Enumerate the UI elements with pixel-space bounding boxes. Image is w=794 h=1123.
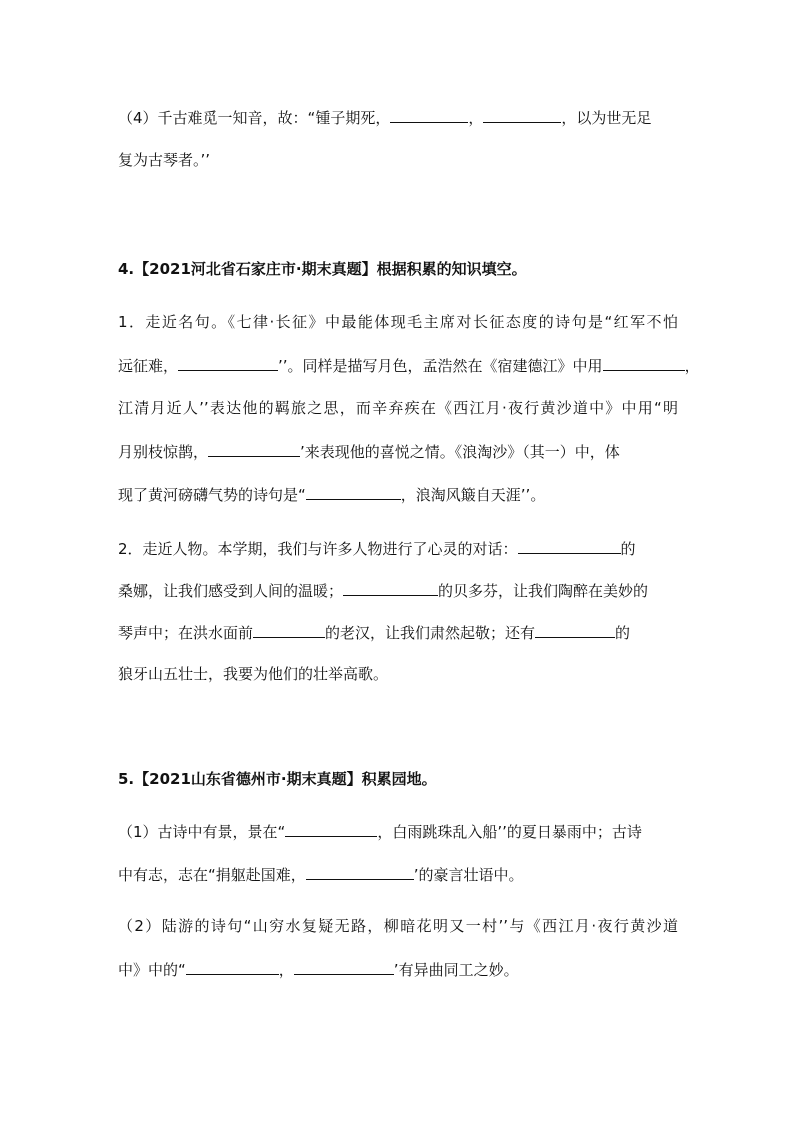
q4-p1-text: 月别枝惊鹊，: [118, 443, 209, 461]
blank: [253, 622, 325, 638]
q3-part4-text-c: ，以为世无足: [561, 109, 652, 127]
blank: [390, 107, 468, 123]
q4-p1-text: ，浪淘风簸自天涯’’。: [400, 486, 546, 504]
q4-p2-line2: [118, 580, 678, 601]
q4-p1-text: ’来表现他的喜悦之情。《浪淘沙》（其一）中，体: [300, 443, 620, 461]
q5-part1-text: ，白雨跳珠乱入船’’的夏日暴雨中；古诗: [377, 823, 642, 841]
q4-p2-text: 的: [620, 540, 636, 558]
q4-p1-text: 现了黄河磅礴气势的诗句是“: [118, 486, 306, 504]
blank: [294, 959, 394, 975]
q3-part4-line1: [118, 107, 678, 128]
blank: [483, 107, 561, 123]
q4-p2-line3: [118, 622, 678, 643]
q4-p1-text: ’’。同样是描写月色，孟浩然在《宿建德江》中用: [278, 357, 603, 375]
blank: [535, 622, 615, 638]
q4-p2-line1: [118, 538, 678, 559]
q4-p2-text: 2．走近人物。本学期，我们与许多人物进行了心灵的对话：: [118, 540, 518, 558]
q4-p1-text: ，: [684, 357, 700, 375]
q5-part1-line2: [118, 864, 678, 885]
q5-part2-line1: （2）陆游的诗句“山穷水复疑无路，柳暗花明又一村’’与《西江月·夜行黄沙道: [118, 917, 678, 935]
q5-part2-line2: [118, 959, 678, 980]
blank: [306, 864, 414, 880]
q5-part1-text: ’的豪言壮语中。: [413, 866, 524, 884]
blank: [603, 355, 685, 371]
q4-p1-line3: 江清月近人’’表达他的羁旅之思，而辛弃疾在《西江月·夜行黄沙道中》中用“明: [118, 399, 678, 417]
q4-p2-text: 桑娜，让我们感受到人间的温暖；: [118, 582, 344, 600]
blank: [518, 538, 621, 554]
q5-part1-line1: [118, 821, 678, 842]
q5-part2-text: ’有异曲同工之妙。: [393, 961, 519, 979]
q5-part1-text: （1）古诗中有景，景在“: [118, 823, 286, 841]
q4-p1-line4: [118, 441, 678, 462]
q5-part1-text: 中有志，志在“捐躯赴国难，: [118, 866, 306, 884]
q4-heading: 4.【2021河北省石家庄市·期末真题】根据积累的知识填空。: [118, 260, 527, 278]
q4-p1-line5: [118, 484, 678, 505]
q5-part2-text: ，: [278, 961, 294, 979]
q3-part4-line2: 复为古琴者。’’: [118, 151, 211, 169]
blank: [186, 959, 279, 975]
q3-part4-text-a: （4）千古难觅一知音，故：“锺子期死，: [118, 109, 391, 127]
q5-part2-text: 中》中的“: [118, 961, 186, 979]
blank: [178, 355, 278, 371]
blank: [343, 580, 438, 596]
blank: [306, 484, 401, 500]
q4-p1-line1: 1．走近名句。《七律·长征》中最能体现毛主席对长征态度的诗句是“红军不怕: [118, 313, 678, 331]
q4-p1-text: 远征难，: [118, 357, 179, 375]
q4-p2-line4: 狼牙山五壮士，我要为他们的壮举高歌。: [118, 665, 389, 683]
blank: [208, 441, 300, 457]
q3-part4-text-b: ，: [468, 109, 484, 127]
blank: [285, 821, 377, 837]
q4-p2-text: 的老汉，让我们肃然起敬；还有: [325, 624, 536, 642]
q4-p2-text: 的: [615, 624, 631, 642]
q4-p1-line2: [118, 355, 700, 376]
q4-p2-text: 琴声中；在洪水面前: [118, 624, 254, 642]
q5-heading: 5.【2021山东省德州市·期末真题】积累园地。: [118, 770, 437, 788]
q4-p2-text: 的贝多芬，让我们陶醉在美妙的: [438, 582, 649, 600]
